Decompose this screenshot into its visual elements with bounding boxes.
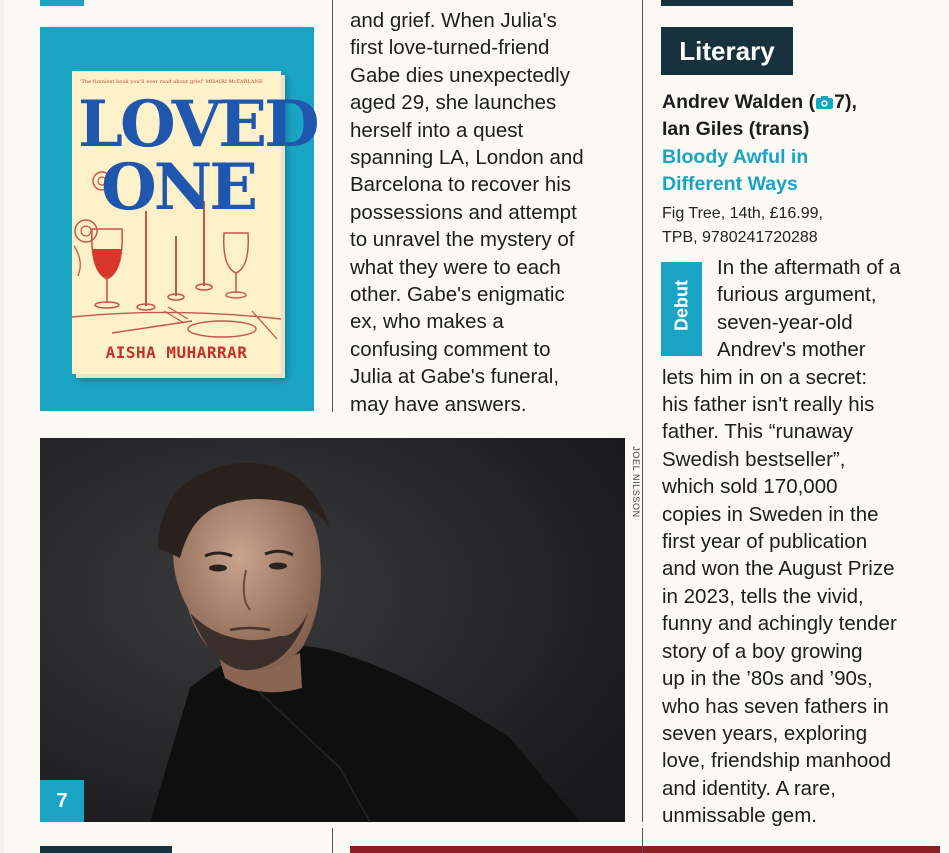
publication-details-line1: Fig Tree, 14th, £16.99, — [662, 205, 823, 222]
bottom-strip-left — [40, 846, 172, 853]
author-name: Andrev Walden ( — [662, 91, 816, 113]
text-line: may have answers. — [350, 392, 527, 416]
left-review-text — [350, 7, 635, 418]
text-line: other. Gabe's enigmatic — [350, 283, 565, 307]
text-line: funny and achingly tender — [662, 612, 897, 636]
author-photo — [40, 438, 625, 822]
text-line: possessions and attempt — [350, 200, 577, 224]
text-line: and won the August Prize — [662, 557, 895, 581]
cover-title-line1: LOVED — [78, 87, 317, 162]
text-line: who has seven fathers in — [662, 694, 889, 718]
bottom-strip-right — [350, 846, 940, 853]
text-line: story of a boy growing — [662, 639, 863, 663]
text-line: lets him in on a secret: — [662, 365, 868, 389]
text-line: seven years, exploring — [662, 721, 868, 745]
text-line: which sold 170,000 — [662, 475, 838, 499]
camera-icon — [815, 95, 834, 110]
column-rule-right — [642, 0, 643, 822]
category-label: Literary — [661, 27, 793, 75]
text-line: Andrev's mother — [717, 338, 866, 362]
cover-quote: 'The funniest book you'll ever read about grief' MHAIRI McFARLANE — [80, 79, 263, 85]
text-line: unmissable gem. — [662, 804, 817, 828]
text-line: and identity. A rare, — [662, 776, 836, 800]
text-line: confusing comment to — [350, 337, 551, 361]
photo-number-badge: 7 — [40, 780, 84, 822]
text-line: in 2023, tells the vivid, — [662, 584, 864, 608]
cover-title-line2: ONE — [100, 150, 256, 225]
photo-credit — [627, 440, 643, 530]
text-line: up in the ’80s and ’90s, — [662, 667, 873, 691]
author-line-1 — [662, 89, 857, 116]
publication-details-line2: TPB, 9780241720288 — [662, 229, 818, 246]
text-line: In the aftermath of a — [717, 256, 901, 279]
photo-credit-text: JOEL NILSSON — [631, 446, 641, 518]
text-line: what they were to each — [350, 255, 561, 279]
cover-author: AISHA MUHARRAR — [105, 343, 248, 362]
debut-badge-label: Debut — [671, 280, 692, 331]
portrait-illustration — [40, 438, 625, 822]
author-suffix: ), — [844, 91, 857, 113]
text-line: seven-year-old — [717, 310, 853, 334]
text-line: Gabe dies unexpectedly — [350, 63, 570, 87]
text-line: Barcelona to recover his — [350, 173, 572, 197]
photo-ref: 7 — [834, 91, 845, 113]
book-title-line2: Different Ways — [662, 173, 798, 195]
column-rule-left-bottom — [332, 828, 333, 853]
text-line: Swedish bestseller”, — [662, 447, 846, 471]
column-rule-right-bottom — [642, 828, 643, 853]
text-line: spanning LA, London and — [350, 146, 584, 170]
column-rule-left — [332, 0, 333, 412]
book-title-line1: Bloody Awful in — [662, 146, 809, 168]
book-cover — [72, 71, 317, 374]
top-strip-left — [40, 0, 84, 6]
top-strip-right — [661, 0, 793, 6]
text-line: his father isn't really his — [662, 393, 875, 417]
text-line: aged 29, she launches — [350, 91, 557, 115]
text-line: father. This “runaway — [662, 420, 854, 444]
text-line: Julia at Gabe's funeral, — [350, 365, 560, 389]
text-line: to unravel the mystery of — [350, 228, 575, 252]
translator-line: Ian Giles (trans) — [662, 118, 810, 140]
text-line: and grief. When Julia's — [350, 9, 557, 32]
text-line: love, friendship manhood — [662, 749, 892, 773]
text-line: first year of publication — [662, 530, 868, 554]
text-line: furious argument, — [717, 283, 877, 307]
text-line: herself into a quest — [350, 118, 524, 142]
text-line: ex, who makes a — [350, 310, 504, 334]
text-line: first love-turned-friend — [350, 36, 550, 60]
right-review-text — [662, 254, 942, 830]
text-line: copies in Sweden in the — [662, 502, 879, 526]
